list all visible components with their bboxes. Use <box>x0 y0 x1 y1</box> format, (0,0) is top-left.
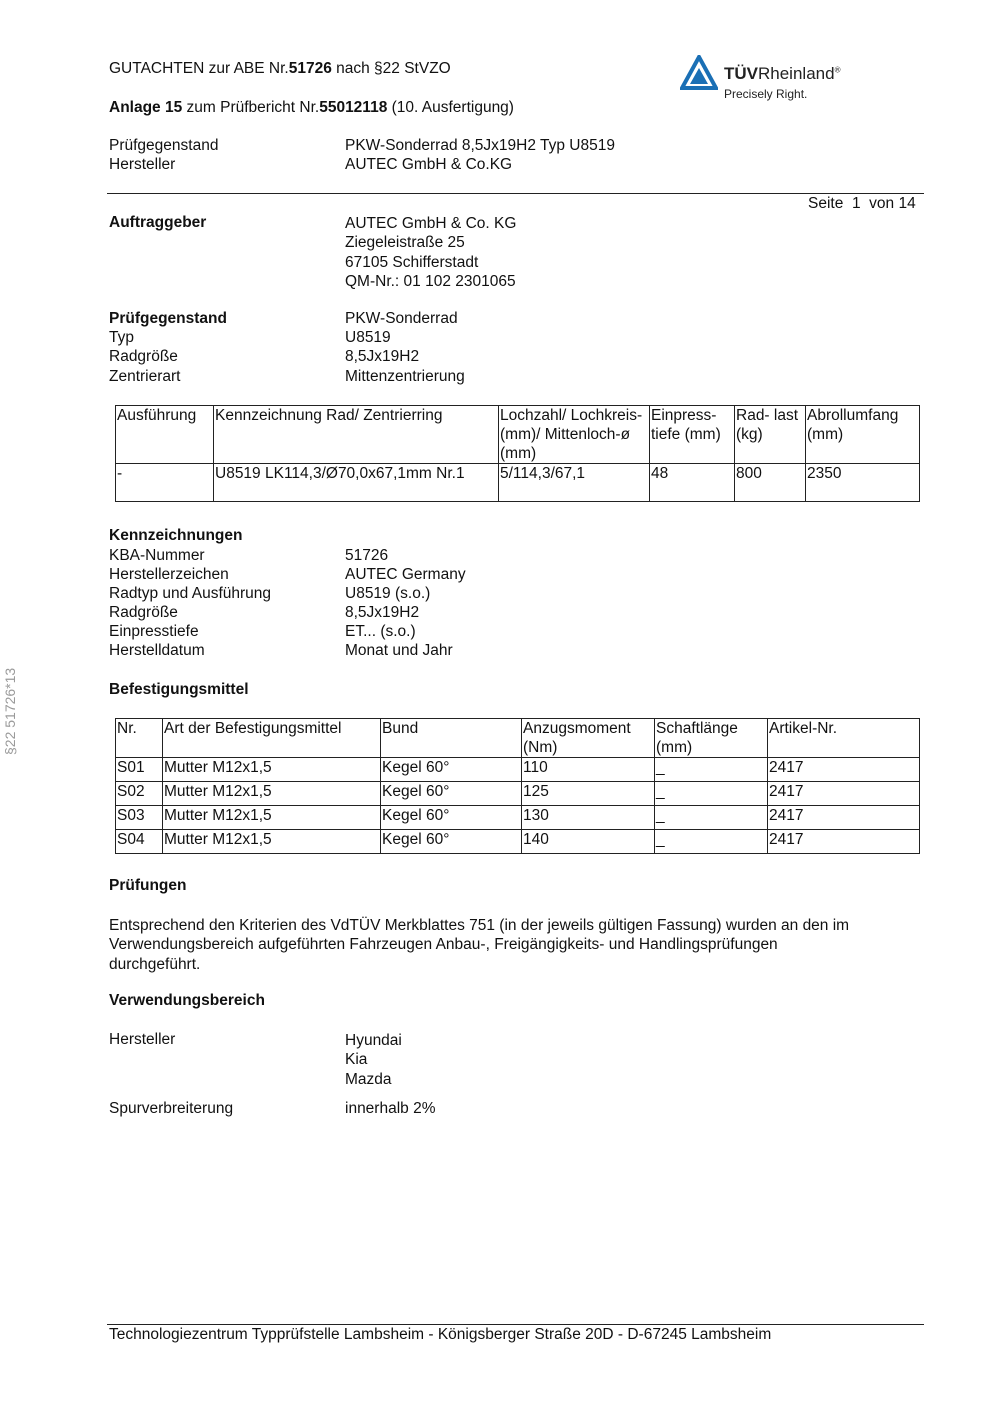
table-cell: S04 <box>116 830 163 854</box>
table-cell: 48 <box>650 464 735 502</box>
list-item: Hyundai <box>345 1032 402 1049</box>
field-label: Einpresstiefe <box>109 623 199 640</box>
typ-row <box>109 329 909 349</box>
table-cell: S02 <box>116 782 163 806</box>
table-cell: _ <box>655 830 768 854</box>
table-row <box>116 830 920 854</box>
field-label: KBA-Nummer <box>109 547 205 564</box>
field-label: Radtyp und Ausführung <box>109 585 272 602</box>
header-divider <box>107 193 924 194</box>
table-header-cell: Art der Befestigungsmittel <box>163 719 381 758</box>
field-label: Hersteller <box>109 156 176 173</box>
table-cell: Mutter M12x1,5 <box>163 806 381 830</box>
table-header-cell: Kennzeichnung Rad/ Zentrierring <box>214 406 499 464</box>
wheel-table <box>115 405 920 502</box>
table-header-cell: Anzugsmoment (Nm) <box>522 719 655 758</box>
table-cell: Mutter M12x1,5 <box>163 782 381 806</box>
field-label: Typ <box>109 329 134 346</box>
table-cell: Kegel 60° <box>381 758 522 782</box>
anlage-mid: zum Prüfbericht Nr. <box>182 99 320 116</box>
anlage-suffix: (10. Ausfertigung) <box>387 99 514 116</box>
auftraggeber-address <box>345 214 516 291</box>
table-header-cell: Schaftlänge (mm) <box>655 719 768 758</box>
address-line: QM-Nr.: 01 102 2301065 <box>345 272 516 290</box>
table-cell: U8519 LK114,3/Ø70,0x67,1mm Nr.1 <box>214 464 499 502</box>
address-line: 67105 Schifferstadt <box>345 253 479 271</box>
footer-divider <box>107 1324 924 1325</box>
table-cell: _ <box>655 806 768 830</box>
side-stamp <box>0 645 20 765</box>
field-label: Prüfgegenstand <box>109 137 219 154</box>
field-label: Radgröße <box>109 348 178 365</box>
field-label: Herstelldatum <box>109 642 205 659</box>
radgroesse-row <box>109 348 909 368</box>
kennzeichnung-row <box>109 623 909 643</box>
table-cell: Kegel 60° <box>381 782 522 806</box>
side-stamp-text: §22 51726*13 <box>2 667 18 755</box>
auftraggeber-label: Auftraggeber <box>109 214 207 231</box>
table-header-row <box>116 719 920 758</box>
table-cell: Mutter M12x1,5 <box>163 830 381 854</box>
table-cell: 2350 <box>806 464 920 502</box>
header-line-1 <box>109 60 451 78</box>
kennzeichnung-row <box>109 547 909 567</box>
table-header-cell: Abrollumfang (mm) <box>806 406 920 464</box>
tuv-logo <box>680 55 880 105</box>
logo-wordmark <box>724 64 840 84</box>
table-cell: Kegel 60° <box>381 806 522 830</box>
kennzeichnung-row <box>109 642 909 662</box>
field-value: AUTEC Germany <box>345 566 466 583</box>
table-cell: _ <box>655 782 768 806</box>
header-title: GUTACHTEN zur ABE Nr. <box>109 60 289 77</box>
pruefbericht-number: 55012118 <box>319 99 388 116</box>
pruefgegenstand-row <box>109 310 909 330</box>
table-row <box>116 782 920 806</box>
hersteller-list <box>345 1031 402 1089</box>
table-cell: 2417 <box>768 830 920 854</box>
table-row <box>116 758 920 782</box>
header-field-pruefgegenstand <box>109 137 909 157</box>
field-value: 8,5Jx19H2 <box>345 348 420 365</box>
table-cell: S03 <box>116 806 163 830</box>
footer-address: Technologiezentrum Typprüfstelle Lambsheim - Königsberger Straße 20D - D-67245 Lambsheim <box>109 1326 772 1343</box>
table-header-cell: Bund <box>381 719 522 758</box>
kennzeichnungen-title: Kennzeichnungen <box>109 527 243 544</box>
spurverbreiterung-row <box>109 1100 909 1120</box>
field-label: Radgröße <box>109 604 178 621</box>
field-value: innerhalb 2% <box>345 1100 436 1117</box>
abe-number: 51726 <box>288 60 332 77</box>
table-header-cell: Rad- last (kg) <box>735 406 806 464</box>
table-cell: 140 <box>522 830 655 854</box>
pruefungen-title: Prüfungen <box>109 877 187 894</box>
table-cell: 800 <box>735 464 806 502</box>
tuv-triangle-icon <box>680 55 718 91</box>
kennzeichnung-row <box>109 585 909 605</box>
logo-brand-bold: TÜV <box>724 64 758 83</box>
field-label: Spurverbreiterung <box>109 1100 234 1117</box>
table-header-cell: Ausführung <box>116 406 214 464</box>
field-value: 51726 <box>345 547 389 564</box>
field-value: AUTEC GmbH & Co.KG <box>345 156 513 173</box>
kennzeichnung-row <box>109 604 909 624</box>
field-label: Herstellerzeichen <box>109 566 229 583</box>
table-cell: Kegel 60° <box>381 830 522 854</box>
address-line: Ziegeleistraße 25 <box>345 234 465 252</box>
field-value: Mittenzentrierung <box>345 368 465 385</box>
logo-brand-regular: Rheinland <box>758 64 835 83</box>
header-field-hersteller <box>109 156 909 176</box>
anlage-label: Anlage 15 <box>109 99 183 116</box>
field-value: PKW-Sonderrad 8,5Jx19H2 Typ U8519 <box>345 137 615 154</box>
table-cell: 2417 <box>768 782 920 806</box>
hersteller-label: Hersteller <box>109 1031 176 1048</box>
paragraph-line: durchgeführt. <box>109 955 201 973</box>
befestigung-title: Befestigungsmittel <box>109 681 249 698</box>
table-cell: 5/114,3/67,1 <box>499 464 650 502</box>
befestigung-table <box>115 718 920 854</box>
table-cell: 110 <box>522 758 655 782</box>
kennzeichnung-row <box>109 566 909 586</box>
table-header-row <box>116 406 920 464</box>
table-cell: 130 <box>522 806 655 830</box>
pruefungen-text <box>109 916 849 974</box>
table-cell: Mutter M12x1,5 <box>163 758 381 782</box>
table-cell: 2417 <box>768 806 920 830</box>
page-number: Seite 1 von 14 <box>808 195 916 212</box>
list-item: Mazda <box>345 1070 392 1088</box>
table-row <box>116 464 920 502</box>
table-cell: - <box>116 464 214 502</box>
table-cell: 125 <box>522 782 655 806</box>
header-line-2 <box>109 99 514 117</box>
header-title-suffix: nach §22 StVZO <box>331 60 451 77</box>
table-header-cell: Artikel-Nr. <box>768 719 920 758</box>
field-value: 8,5Jx19H2 <box>345 604 420 621</box>
address-line: AUTEC GmbH & Co. KG <box>345 215 517 232</box>
paragraph-line: Verwendungsbereich aufgeführten Fahrzeugen Anbau-, Freigängigkeits- und Handlingsprüfungen <box>109 936 778 954</box>
table-row <box>116 806 920 830</box>
table-header-cell: Einpress- tiefe (mm) <box>650 406 735 464</box>
table-header-cell: Lochzahl/ Lochkreis- (mm)/ Mittenloch-ø (mm) <box>499 406 650 464</box>
verwendungsbereich-title: Verwendungsbereich <box>109 992 265 1009</box>
table-cell: _ <box>655 758 768 782</box>
field-value: ET... (s.o.) <box>345 623 416 640</box>
pruefgegenstand-value: PKW-Sonderrad <box>345 310 458 327</box>
field-label: Zentrierart <box>109 368 181 385</box>
table-header-cell: Nr. <box>116 719 163 758</box>
logo-tagline: Precisely Right. <box>724 87 808 101</box>
field-value: U8519 <box>345 329 391 346</box>
table-cell: 2417 <box>768 758 920 782</box>
logo-registered: ® <box>834 65 841 75</box>
pruefgegenstand-label: Prüfgegenstand <box>109 310 227 327</box>
zentrierart-row <box>109 368 909 388</box>
field-value: U8519 (s.o.) <box>345 585 431 602</box>
table-cell: S01 <box>116 758 163 782</box>
paragraph-line: Entsprechend den Kriterien des VdTÜV Merkblattes 751 (in der jeweils gültigen Fassung) wurden an den im <box>109 917 850 934</box>
list-item: Kia <box>345 1051 368 1069</box>
field-value: Monat und Jahr <box>345 642 453 659</box>
